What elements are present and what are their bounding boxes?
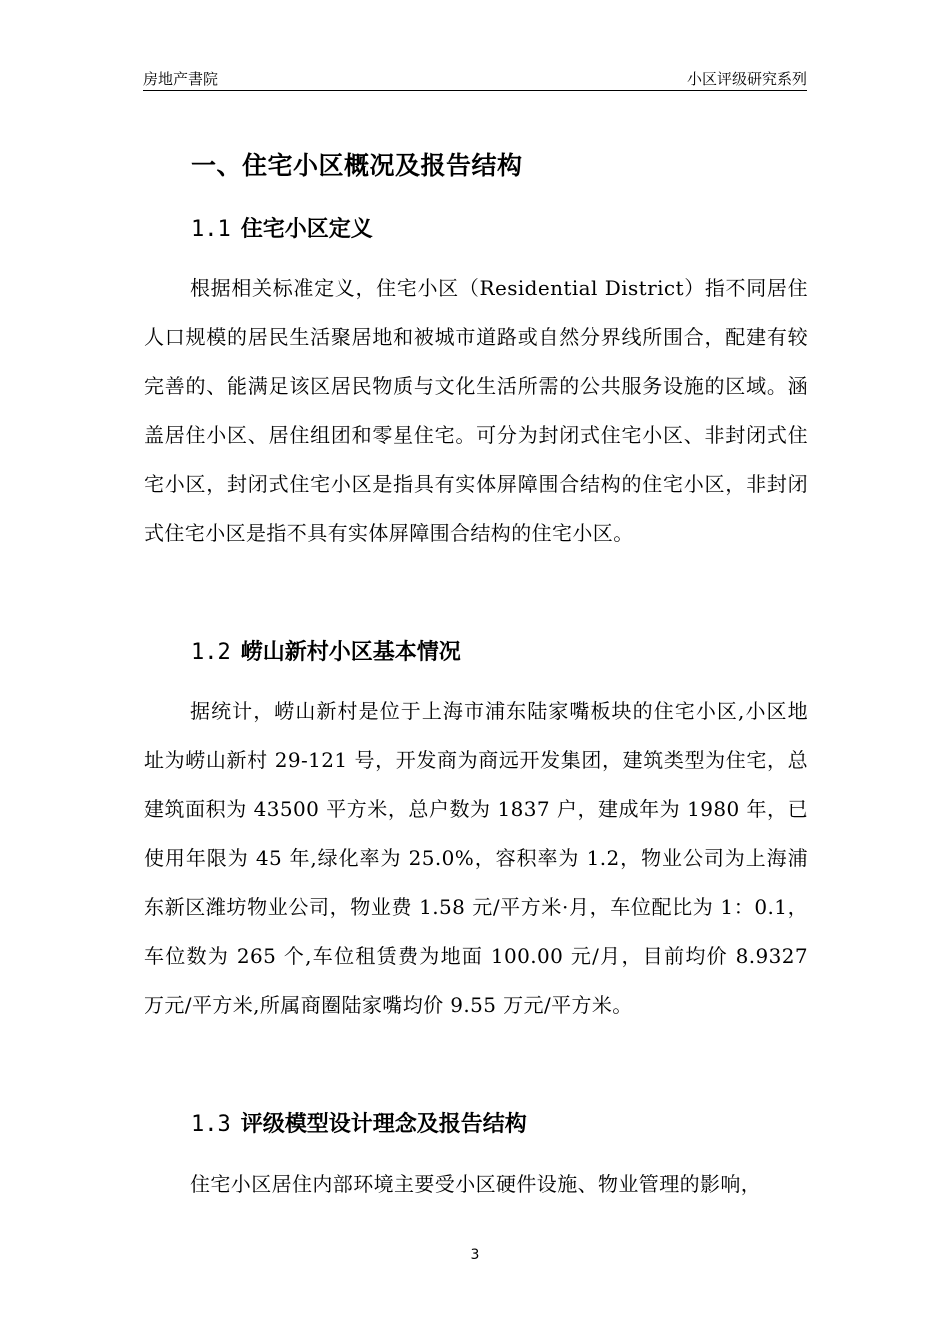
section-heading-1-3 [191, 1107, 527, 1138]
page-header [143, 64, 807, 91]
chapter-title: 一、住宅小区概况及报告结构 [191, 151, 523, 180]
section-heading-1-1 [191, 212, 373, 243]
section-number: 1.2 [191, 640, 231, 665]
section-title: 评级模型设计理念及报告结构 [240, 1112, 527, 1137]
page-number: 3 [470, 1247, 480, 1263]
section-number: 1.3 [191, 1112, 231, 1137]
section-title: 住宅小区定义 [240, 217, 373, 242]
section-paragraph-1-3: 住宅小区居住内部环境主要受小区硬件设施、物业管理的影响， [190, 1172, 762, 1196]
section-paragraph-1-1: 根据相关标准定义，住宅小区（Residential District）指不同居住人口规模的居民生活聚居地和被城市道路或自然分界线所围合，配建有较完善的、能满足该区居民物质与文化生活所需的公共服务设施的区域。涵盖居住小区、居住组团和零星住宅。可分为封闭式住宅小区、非封闭式住宅小区，封闭式住宅小区是指具有实体屏障围合结构的住宅小区，非封闭式住宅小区是指不具有实体屏障围合结构的住宅小区。 [144, 276, 808, 545]
section-paragraph-1-2: 据统计，崂山新村是位于上海市浦东陆家嘴板块的住宅小区,小区地址为崂山新村 29-121 号，开发商为商远开发集团，建筑类型为住宅，总建筑面积为 43500 平方米，总户数为 1837 户，建成年为 1980 年，已使用年限为 45 年,绿化率为 25.0%，容积率为 1.2，物业公司为上海浦东新区潍坊物业公司，物业费 1.58 元/平方米·月，车位配比为 1：0.1，车位数为 265 个,车位租赁费为地面 100.00 元/月，目前均价 8.9327 万元/平方米,所属商圈陆家嘴均价 9.55 万元/平方米。 [144, 699, 808, 1017]
section-title: 崂山新村小区基本情况 [240, 640, 461, 665]
header-series-title: 小区评级研究系列 [686, 70, 807, 88]
section-number: 1.1 [191, 217, 231, 242]
section-heading-1-2 [191, 635, 461, 666]
header-publisher: 房地产書院 [143, 70, 219, 88]
